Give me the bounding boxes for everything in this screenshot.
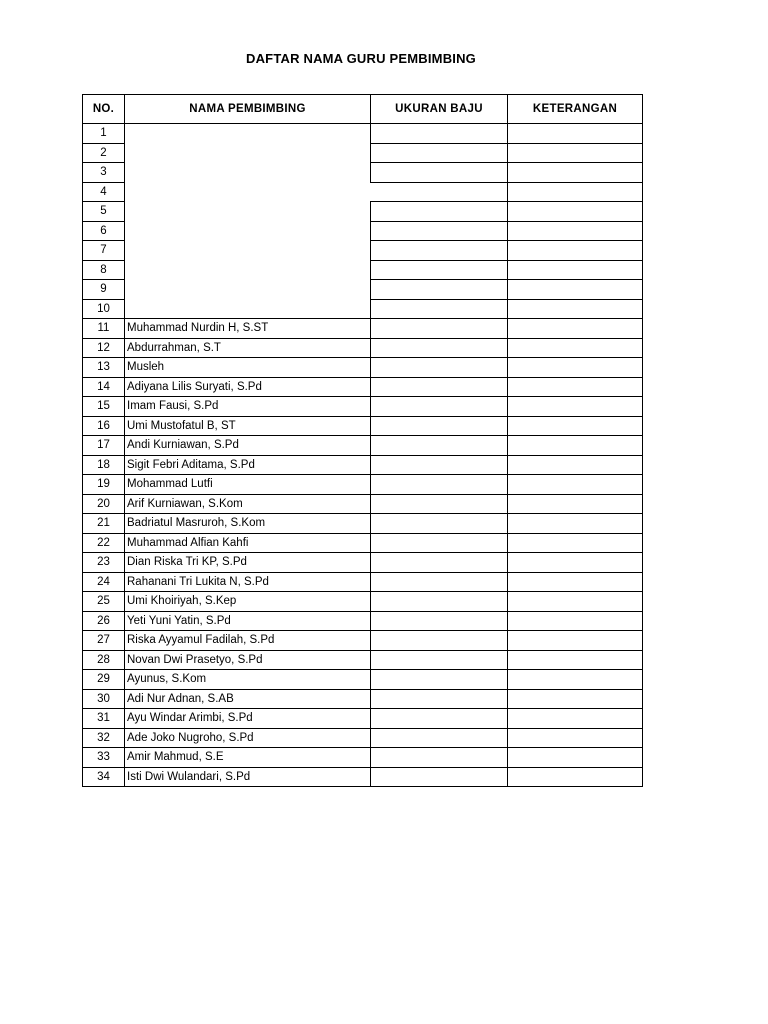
remarks-cell	[508, 533, 643, 553]
row-number: 10	[83, 299, 125, 319]
shirt-size-cell	[371, 767, 508, 787]
remarks-cell	[508, 767, 643, 787]
teacher-name-cell: Riska Ayyamul Fadilah, S.Pd	[125, 631, 371, 651]
table-row	[83, 377, 643, 397]
row-number: 33	[83, 748, 125, 768]
shirt-size-cell	[371, 592, 508, 612]
table-row	[83, 241, 643, 261]
shirt-size-cell	[371, 533, 508, 553]
shirt-size-cell	[371, 280, 508, 300]
shirt-size-cell	[371, 436, 508, 456]
teacher-name-cell	[125, 163, 371, 183]
remarks-cell	[508, 611, 643, 631]
teacher-name-cell: Ade Joko Nugroho, S.Pd	[125, 728, 371, 748]
row-number: 30	[83, 689, 125, 709]
table-row	[83, 494, 643, 514]
teacher-name-cell: Yeti Yuni Yatin, S.Pd	[125, 611, 371, 631]
remarks-cell	[508, 377, 643, 397]
shirt-size-cell	[371, 748, 508, 768]
row-number: 23	[83, 553, 125, 573]
row-number: 13	[83, 358, 125, 378]
teacher-name-cell: Dian Riska Tri KP, S.Pd	[125, 553, 371, 573]
teacher-name-cell: Muhammad Alfian Kahfi	[125, 533, 371, 553]
row-number: 11	[83, 319, 125, 339]
remarks-cell	[508, 124, 643, 144]
teacher-name-cell: Sigit Febri Aditama, S.Pd	[125, 455, 371, 475]
remarks-cell	[508, 670, 643, 690]
remarks-cell	[508, 221, 643, 241]
table-row	[83, 592, 643, 612]
table-row	[83, 436, 643, 456]
teacher-name-cell: Andi Kurniawan, S.Pd	[125, 436, 371, 456]
shirt-size-cell	[371, 358, 508, 378]
row-number: 2	[83, 143, 125, 163]
remarks-cell	[508, 338, 643, 358]
row-number: 15	[83, 397, 125, 417]
row-number: 20	[83, 494, 125, 514]
remarks-cell	[508, 689, 643, 709]
teacher-name-cell: Umi Khoiriyah, S.Kep	[125, 592, 371, 612]
row-number: 28	[83, 650, 125, 670]
teacher-name-cell	[125, 260, 371, 280]
shirt-size-cell	[371, 611, 508, 631]
teacher-name-cell: Amir Mahmud, S.E	[125, 748, 371, 768]
row-number: 25	[83, 592, 125, 612]
table-row	[83, 260, 643, 280]
row-number: 12	[83, 338, 125, 358]
row-number: 5	[83, 202, 125, 222]
table-row	[83, 202, 643, 222]
teacher-name-cell: Novan Dwi Prasetyo, S.Pd	[125, 650, 371, 670]
table-header-row	[83, 95, 643, 124]
table-row	[83, 338, 643, 358]
row-number: 18	[83, 455, 125, 475]
teacher-roster-table	[82, 94, 643, 787]
table-row	[83, 709, 643, 729]
row-number: 26	[83, 611, 125, 631]
teacher-name-cell: Rahanani Tri Lukita N, S.Pd	[125, 572, 371, 592]
remarks-cell	[508, 241, 643, 261]
row-number: 6	[83, 221, 125, 241]
remarks-cell	[508, 728, 643, 748]
table-row	[83, 514, 643, 534]
remarks-cell	[508, 572, 643, 592]
remarks-cell	[508, 280, 643, 300]
teacher-name-cell: Muhammad Nurdin H, S.ST	[125, 319, 371, 339]
table-row	[83, 416, 643, 436]
table-row	[83, 221, 643, 241]
teacher-name-cell	[125, 182, 371, 202]
remarks-cell	[508, 182, 643, 202]
teacher-name-cell: Ayunus, S.Kom	[125, 670, 371, 690]
teacher-name-cell: Adiyana Lilis Suryati, S.Pd	[125, 377, 371, 397]
teacher-name-cell: Arif Kurniawan, S.Kom	[125, 494, 371, 514]
remarks-cell	[508, 299, 643, 319]
row-number: 1	[83, 124, 125, 144]
remarks-cell	[508, 397, 643, 417]
remarks-cell	[508, 748, 643, 768]
row-number: 29	[83, 670, 125, 690]
table-row	[83, 163, 643, 183]
shirt-size-cell	[371, 377, 508, 397]
table-row	[83, 143, 643, 163]
row-number: 31	[83, 709, 125, 729]
table-row	[83, 631, 643, 651]
teacher-name-cell: Badriatul Masruroh, S.Kom	[125, 514, 371, 534]
teacher-name-cell	[125, 124, 371, 144]
teacher-name-cell	[125, 299, 371, 319]
table-row	[83, 475, 643, 495]
table-row	[83, 670, 643, 690]
shirt-size-cell	[371, 475, 508, 495]
teacher-name-cell: Ayu Windar Arimbi, S.Pd	[125, 709, 371, 729]
shirt-size-cell	[371, 299, 508, 319]
shirt-size-cell	[371, 494, 508, 514]
shirt-size-cell	[371, 241, 508, 261]
shirt-size-cell	[371, 650, 508, 670]
row-number: 32	[83, 728, 125, 748]
teacher-name-cell: Imam Fausi, S.Pd	[125, 397, 371, 417]
row-number: 24	[83, 572, 125, 592]
row-number: 16	[83, 416, 125, 436]
shirt-size-cell	[371, 455, 508, 475]
shirt-size-cell	[371, 514, 508, 534]
remarks-cell	[508, 436, 643, 456]
shirt-size-cell	[371, 709, 508, 729]
remarks-cell	[508, 455, 643, 475]
shirt-size-cell	[371, 221, 508, 241]
table-row	[83, 572, 643, 592]
teacher-name-cell: Abdurrahman, S.T	[125, 338, 371, 358]
header-name: NAMA PEMBIMBING	[125, 95, 371, 124]
table-row	[83, 299, 643, 319]
table-row	[83, 533, 643, 553]
teacher-name-cell: Umi Mustofatul B, ST	[125, 416, 371, 436]
teacher-name-cell	[125, 202, 371, 222]
header-no: NO.	[83, 95, 125, 124]
row-number: 7	[83, 241, 125, 261]
table-row	[83, 748, 643, 768]
table-row	[83, 689, 643, 709]
header-size: UKURAN BAJU	[371, 95, 508, 124]
shirt-size-cell	[371, 572, 508, 592]
shirt-size-cell	[371, 553, 508, 573]
teacher-name-cell	[125, 221, 371, 241]
table-row	[83, 397, 643, 417]
remarks-cell	[508, 553, 643, 573]
teacher-name-cell: Isti Dwi Wulandari, S.Pd	[125, 767, 371, 787]
table-row	[83, 728, 643, 748]
remarks-cell	[508, 202, 643, 222]
shirt-size-cell	[371, 728, 508, 748]
shirt-size-cell	[371, 631, 508, 651]
row-number: 27	[83, 631, 125, 651]
shirt-size-cell	[371, 338, 508, 358]
remarks-cell	[508, 709, 643, 729]
teacher-name-cell: Mohammad Lutfi	[125, 475, 371, 495]
table-row	[83, 553, 643, 573]
remarks-cell	[508, 358, 643, 378]
teacher-name-cell	[125, 280, 371, 300]
table-row	[83, 611, 643, 631]
shirt-size-cell	[371, 202, 508, 222]
row-number: 19	[83, 475, 125, 495]
remarks-cell	[508, 416, 643, 436]
remarks-cell	[508, 631, 643, 651]
row-number: 14	[83, 377, 125, 397]
shirt-size-cell	[371, 397, 508, 417]
header-note: KETERANGAN	[508, 95, 643, 124]
table-row	[83, 767, 643, 787]
table-row	[83, 319, 643, 339]
remarks-cell	[508, 143, 643, 163]
teacher-name-cell	[125, 143, 371, 163]
table-row	[83, 124, 643, 144]
remarks-cell	[508, 514, 643, 534]
shirt-size-cell	[371, 124, 508, 144]
remarks-cell	[508, 475, 643, 495]
table-row	[83, 280, 643, 300]
remarks-cell	[508, 319, 643, 339]
shirt-size-cell	[371, 182, 508, 202]
table-row	[83, 358, 643, 378]
table-body	[83, 124, 643, 787]
teacher-name-cell	[125, 241, 371, 261]
row-number: 3	[83, 163, 125, 183]
shirt-size-cell	[371, 689, 508, 709]
shirt-size-cell	[371, 260, 508, 280]
remarks-cell	[508, 494, 643, 514]
shirt-size-cell	[371, 416, 508, 436]
row-number: 17	[83, 436, 125, 456]
row-number: 4	[83, 182, 125, 202]
shirt-size-cell	[371, 163, 508, 183]
table-row	[83, 182, 643, 202]
row-number: 9	[83, 280, 125, 300]
remarks-cell	[508, 650, 643, 670]
remarks-cell	[508, 592, 643, 612]
remarks-cell	[508, 260, 643, 280]
row-number: 21	[83, 514, 125, 534]
row-number: 8	[83, 260, 125, 280]
shirt-size-cell	[371, 319, 508, 339]
shirt-size-cell	[371, 143, 508, 163]
table-row	[83, 455, 643, 475]
row-number: 22	[83, 533, 125, 553]
remarks-cell	[508, 163, 643, 183]
row-number: 34	[83, 767, 125, 787]
document-title: DAFTAR NAMA GURU PEMBIMBING	[246, 51, 476, 66]
shirt-size-cell	[371, 670, 508, 690]
teacher-name-cell: Musleh	[125, 358, 371, 378]
teacher-name-cell: Adi Nur Adnan, S.AB	[125, 689, 371, 709]
table-row	[83, 650, 643, 670]
